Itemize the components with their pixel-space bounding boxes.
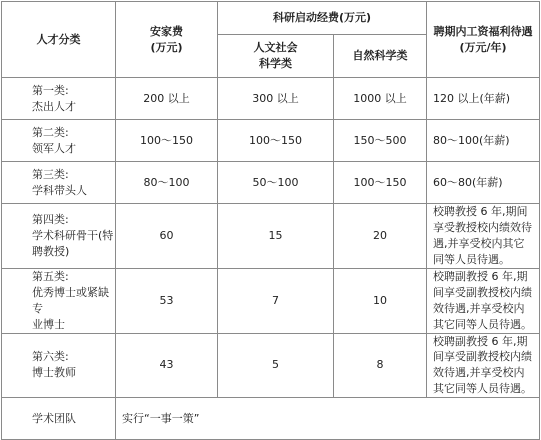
- science-cell: 1000 以上: [334, 78, 427, 120]
- table-row: [2, 78, 540, 120]
- table-row: [2, 204, 540, 269]
- category-cell: 第五类: 优秀博士或紧缺专 业博士: [2, 268, 116, 333]
- humanities-cell: 300 以上: [218, 78, 334, 120]
- settlement-cell: 100～150: [116, 120, 218, 162]
- header-salary-benefits: 聘期内工资福利待遇 (万元/年): [427, 2, 540, 78]
- benefit-cell: 60～80(年薪): [427, 162, 540, 204]
- header-natural-science: 自然科学类: [334, 35, 427, 78]
- benefit-cell: 120 以上(年薪): [427, 78, 540, 120]
- humanities-cell: 50～100: [218, 162, 334, 204]
- humanities-cell: 7: [218, 268, 334, 333]
- category-cell: 第二类: 领军人才: [2, 120, 116, 162]
- science-cell: 8: [334, 333, 427, 398]
- header-humanities: 人文社会 科学类: [218, 35, 334, 78]
- benefit-cell: 校聘副教授 6 年,期间享受副教授校内绩效待遇,并享受校内其它同等人员待遇。: [427, 333, 540, 398]
- science-cell: 150～500: [334, 120, 427, 162]
- humanities-cell: 15: [218, 204, 334, 269]
- team-row: [2, 398, 540, 440]
- header-row-1: [2, 2, 540, 35]
- header-category: 人才分类: [2, 2, 116, 78]
- settlement-cell: 60: [116, 204, 218, 269]
- table-row: [2, 120, 540, 162]
- category-cell: 第一类: 杰出人才: [2, 78, 116, 120]
- header-research-funding: 科研启动经费(万元): [218, 2, 427, 35]
- category-cell: 第六类: 博士教师: [2, 333, 116, 398]
- humanities-cell: 100～150: [218, 120, 334, 162]
- table-row: [2, 268, 540, 333]
- benefit-cell: 80～100(年薪): [427, 120, 540, 162]
- settlement-cell: 53: [116, 268, 218, 333]
- settlement-cell: 80～100: [116, 162, 218, 204]
- humanities-cell: 5: [218, 333, 334, 398]
- settlement-cell: 43: [116, 333, 218, 398]
- header-settlement-fee: 安家费 (万元): [116, 2, 218, 78]
- science-cell: 10: [334, 268, 427, 333]
- team-label-cell: 学术团队: [2, 398, 116, 440]
- table-row: [2, 162, 540, 204]
- talent-policy-table: [1, 1, 540, 440]
- benefit-cell: 校聘副教授 6 年,期间享受副教授校内绩效待遇,并享受校内其它同等人员待遇。: [427, 268, 540, 333]
- benefit-cell: 校聘教授 6 年,期间享受教授校内绩效待遇,并享受校内其它同等人员待遇。: [427, 204, 540, 269]
- team-policy-cell: 实行“一事一策”: [116, 398, 540, 440]
- table-row: [2, 333, 540, 398]
- settlement-cell: 200 以上: [116, 78, 218, 120]
- category-cell: 第四类: 学术科研骨干(特 聘教授): [2, 204, 116, 269]
- science-cell: 100～150: [334, 162, 427, 204]
- science-cell: 20: [334, 204, 427, 269]
- category-cell: 第三类: 学科带头人: [2, 162, 116, 204]
